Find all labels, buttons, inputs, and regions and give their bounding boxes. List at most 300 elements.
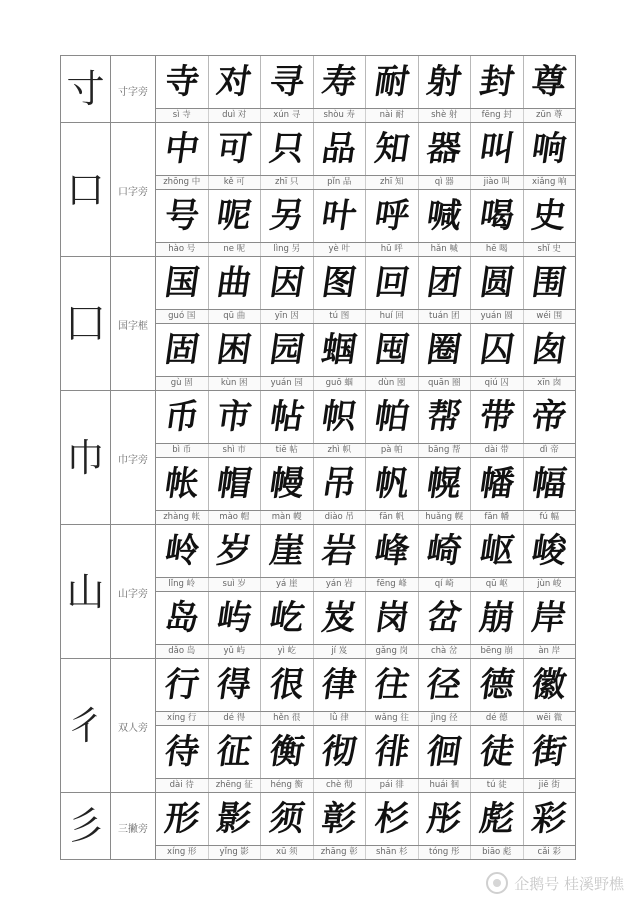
pinyin-label: wǎng 往 [365,712,418,725]
handwritten-character: 射 [424,62,465,102]
handwritten-character: 影 [214,799,255,839]
handwritten-character: 寻 [266,62,307,102]
pinyin-label: fēng 峰 [365,578,418,591]
pinyin-label: yá 崖 [260,578,313,591]
character-box [208,324,261,376]
glyph-cell [156,525,576,578]
pinyin-label: xíng 行 [167,713,197,724]
handwritten-character: 叶 [319,196,360,236]
character-box [418,592,471,644]
handwritten-character: 知 [371,129,412,169]
pinyin-label: pǐn 品 [313,176,366,189]
handwritten-character: 国 [161,263,202,303]
character-box [470,793,523,845]
glyph-cell [156,458,576,511]
radical-name-cell [111,659,156,793]
handwritten-character: 囱 [529,330,570,370]
character-box [208,56,261,108]
glyph-cell [156,659,576,712]
character-box [260,458,313,510]
character-box [260,56,313,108]
radical-glyph: 彡 [66,804,105,848]
radical-name: 口字旁 [118,187,148,198]
pinyin-label: bì 币 [172,445,192,456]
pinyin-cell [156,243,576,257]
pinyin-label: hǎn 喊 [418,243,471,256]
radical-name-cell [111,525,156,659]
character-box [523,56,576,108]
pinyin-label: bēng 崩 [470,645,523,658]
character-box [470,458,523,510]
handwritten-character: 徊 [424,732,465,772]
handwritten-character: 岩 [319,531,360,571]
handwritten-character: 得 [214,665,255,705]
pinyin-label: tú 图 [313,310,366,323]
pinyin-cell [156,645,576,659]
pinyin-cell [156,846,576,860]
character-box [418,123,471,175]
handwritten-character: 杉 [371,799,412,839]
handwritten-character: 帆 [371,464,412,504]
handwritten-character: 崎 [424,531,465,571]
handwritten-character: 图 [319,263,360,303]
handwritten-character: 峻 [529,531,570,571]
character-box [208,190,261,242]
pinyin-label: pà 帕 [365,444,418,457]
character-box [365,56,418,108]
handwritten-character: 屿 [214,598,255,638]
character-box [365,123,418,175]
handwritten-character: 彻 [319,732,360,772]
handwritten-character: 彩 [529,799,570,839]
handwritten-character: 圈 [424,330,465,370]
pinyin-label: nài 耐 [365,109,418,122]
pinyin-label: yǔ 屿 [208,645,261,658]
pinyin-label: jí 岌 [313,645,366,658]
radical-name-cell [111,391,156,525]
handwritten-character: 喊 [424,196,465,236]
character-box [313,726,366,778]
handwritten-character: 喝 [476,196,517,236]
character-box [523,726,576,778]
pinyin-label: fēng 封 [470,109,523,122]
pinyin-label: yuán 圆 [470,310,523,323]
glyph-cell [156,56,576,109]
character-box [260,525,313,577]
character-box [523,525,576,577]
handwritten-character: 封 [476,62,517,102]
pinyin-label: duì 对 [208,109,261,122]
pinyin-label: tiē 帖 [260,444,313,457]
pinyin-label: zhì 帜 [313,444,366,457]
radical-name-cell [111,257,156,391]
pinyin-label: guó 国 [168,311,196,322]
handwritten-character: 尊 [529,62,570,102]
handwritten-character: 园 [266,330,307,370]
character-box [418,257,471,309]
pinyin-label: dùn 囤 [365,377,418,390]
character-box [365,391,418,443]
pinyin-label: yè 叶 [313,243,366,256]
character-box [313,458,366,510]
pinyin-label: huǎng 幌 [418,511,471,524]
character-box [260,257,313,309]
qq-penguin-icon [486,872,508,894]
pinyin-label: fān 帆 [365,511,418,524]
handwritten-character: 响 [529,129,570,169]
character-box [156,793,208,845]
character-box [208,793,261,845]
character-box [208,257,261,309]
radical-cell [61,793,111,860]
handwritten-character: 岖 [476,531,517,571]
pinyin-label: suì 岁 [208,578,261,591]
pinyin-label: chà 岔 [418,645,471,658]
radical-name: 山字旁 [118,589,148,600]
pinyin-label: xīn 囱 [523,377,576,390]
pinyin-label: wēi 微 [523,712,576,725]
pinyin-label: diào 吊 [313,511,366,524]
character-box [470,190,523,242]
character-box [208,458,261,510]
pinyin-label: shǐ 史 [523,243,576,256]
handwritten-character: 币 [161,397,202,437]
pinyin-label: dǎo 岛 [168,646,196,657]
character-box [365,793,418,845]
watermark-text: 企鹅号 桂溪野樵 [514,874,624,893]
character-box [523,324,576,376]
pinyin-label: shì 市 [208,444,261,457]
handwritten-character: 屹 [266,598,307,638]
pinyin-label: hào 号 [168,244,196,255]
character-box [418,458,471,510]
character-box [313,525,366,577]
handwritten-character: 行 [161,665,202,705]
pinyin-label: gù 固 [170,378,193,389]
pinyin-label: tóng 彤 [418,846,471,859]
pinyin-label: cǎi 彩 [523,846,576,859]
character-box [313,793,366,845]
pinyin-label: dé 德 [470,712,523,725]
handwritten-character: 品 [319,129,360,169]
character-box [523,391,576,443]
character-box [523,592,576,644]
pinyin-label: wéi 围 [523,310,576,323]
character-box [208,123,261,175]
handwritten-character: 径 [424,665,465,705]
pinyin-label: guō 蝈 [313,377,366,390]
handwritten-character: 囚 [476,330,517,370]
watermark [486,872,624,894]
handwritten-character: 蝈 [319,330,360,370]
character-box [523,190,576,242]
handwritten-character: 市 [214,397,255,437]
radical-name-cell [111,123,156,257]
handwritten-character: 固 [161,330,202,370]
handwritten-character: 中 [161,129,202,169]
radical-glyph: 口 [66,167,105,212]
character-box [156,458,208,510]
pinyin-cell [156,779,576,793]
pinyin-label: zhōng 中 [163,177,201,188]
pinyin-label: mào 帽 [208,511,261,524]
pinyin-label: shòu 寿 [313,109,366,122]
character-box [523,793,576,845]
handwritten-character: 幌 [424,464,465,504]
pinyin-label: lìng 另 [260,243,313,256]
handwritten-character: 呼 [371,196,412,236]
character-box [523,257,576,309]
pinyin-cell [156,511,576,525]
pinyin-label: qí 崎 [418,578,471,591]
glyph-row [61,659,576,712]
handwritten-character: 岭 [161,531,202,571]
handwritten-character: 帐 [161,464,202,504]
pinyin-label: tuán 团 [418,310,471,323]
handwritten-character: 街 [529,732,570,772]
pinyin-cell [156,712,576,726]
character-box [208,391,261,443]
character-box [156,190,208,242]
character-box [418,56,471,108]
character-box [365,726,418,778]
pinyin-label: dì 帝 [523,444,576,457]
pinyin-label: xún 寻 [260,109,313,122]
character-box [313,190,366,242]
character-box [260,190,313,242]
handwritten-character: 幅 [529,464,570,504]
radical-glyph: 彳 [66,703,105,748]
radical-name: 三撇旁 [118,823,148,835]
character-box [156,659,208,711]
pinyin-label: chè 彻 [313,779,366,792]
radical-name: 巾字旁 [118,455,148,466]
pinyin-cell [156,377,576,391]
pinyin-label: yì 屹 [260,645,313,658]
character-box [365,592,418,644]
character-box [470,525,523,577]
character-box [313,123,366,175]
pinyin-label: qiú 囚 [470,377,523,390]
pinyin-label: xiǎng 响 [523,176,576,189]
pinyin-label: kě 可 [208,176,261,189]
handwritten-character: 征 [214,732,255,772]
handwritten-character: 彤 [424,799,465,839]
pinyin-label: huái 徊 [418,779,471,792]
character-box [313,257,366,309]
pinyin-label: hē 喝 [470,243,523,256]
radical-name: 国字框 [118,321,148,332]
pinyin-cell [156,310,576,324]
pinyin-label: dài 待 [169,780,194,791]
character-box [260,391,313,443]
radical-name-cell [111,56,156,123]
handwritten-character: 须 [266,799,307,839]
glyph-cell [156,190,576,243]
handwritten-character: 曲 [214,263,255,303]
handwritten-character: 对 [214,62,255,102]
character-box [156,123,208,175]
glyph-row [61,123,576,176]
glyph-row [61,56,576,109]
character-box [156,56,208,108]
handwritten-character: 德 [476,665,517,705]
pinyin-label: kùn 困 [208,377,261,390]
character-box [418,391,471,443]
handwritten-character: 只 [266,129,307,169]
handwritten-character: 帝 [529,397,570,437]
handwritten-character: 帮 [424,397,465,437]
character-box [156,726,208,778]
pinyin-label: tú 徒 [470,779,523,792]
pinyin-label: fú 幅 [523,511,576,524]
pinyin-label: zhāng 彰 [313,846,366,859]
character-box [418,793,471,845]
pinyin-label: yuán 园 [260,377,313,390]
handwritten-character: 幔 [266,464,307,504]
pinyin-label: lǜ 律 [313,712,366,725]
pinyin-label: huí 回 [365,310,418,323]
pinyin-label: hěn 很 [260,712,313,725]
radical-glyph: 寸 [66,67,105,111]
handwritten-character: 岔 [424,598,465,638]
handwritten-character: 器 [424,129,465,169]
character-box [470,726,523,778]
handwritten-character: 待 [161,732,202,772]
character-box [208,592,261,644]
handwritten-character: 岗 [371,598,412,638]
radical-glyph: 巾 [66,435,105,480]
pinyin-label: biāo 彪 [470,846,523,859]
handwritten-character: 岸 [529,598,570,638]
pinyin-label: yǐng 影 [208,846,261,859]
character-box [470,56,523,108]
pinyin-label: zhēng 征 [208,779,261,792]
pinyin-cell [156,578,576,592]
handwritten-character: 崩 [476,598,517,638]
pinyin-label: àn 岸 [523,645,576,658]
character-box [156,257,208,309]
character-box [470,324,523,376]
character-box [365,659,418,711]
pinyin-label: yán 岩 [313,578,366,591]
handwritten-character: 徒 [476,732,517,772]
pinyin-label: yīn 因 [260,310,313,323]
pinyin-label: dài 带 [470,444,523,457]
handwritten-character: 幡 [476,464,517,504]
character-box [260,793,313,845]
character-box [418,324,471,376]
character-box [260,659,313,711]
pinyin-label: shè 射 [418,109,471,122]
handwritten-character: 彪 [476,799,517,839]
radical-name: 双人旁 [118,723,148,734]
radical-glyph: 囗 [66,301,105,346]
character-box [156,391,208,443]
radical-name: 寸字旁 [118,86,148,98]
handwritten-character: 回 [371,263,412,303]
character-box [313,324,366,376]
pinyin-label: bāng 帮 [418,444,471,457]
pinyin-label: zhī 知 [365,176,418,189]
radical-cell [61,525,111,659]
character-box [260,324,313,376]
handwritten-character: 帖 [266,397,307,437]
handwritten-character: 形 [161,799,202,839]
pinyin-label: sì 寺 [172,110,191,121]
character-box [156,525,208,577]
handwritten-character: 围 [529,263,570,303]
handwritten-character: 叫 [476,129,517,169]
pinyin-label: jiào 叫 [470,176,523,189]
character-box [523,123,576,175]
handwritten-character: 号 [161,196,202,236]
pinyin-label: qì 器 [418,176,471,189]
glyph-cell [156,793,576,846]
pinyin-label: lǐng 岭 [168,579,196,590]
glyph-row [61,793,576,846]
pinyin-label: fān 幡 [470,511,523,524]
handwritten-character: 吊 [319,464,360,504]
handwritten-character: 可 [214,129,255,169]
pinyin-label: qū 曲 [208,310,261,323]
glyph-cell [156,592,576,645]
character-box [470,659,523,711]
handwritten-character: 帕 [371,397,412,437]
handwritten-character: 耐 [371,62,412,102]
handwritten-character: 彰 [319,799,360,839]
character-box [208,525,261,577]
character-box [208,659,261,711]
pinyin-label: quān 圈 [418,377,471,390]
handwritten-character: 寺 [161,62,202,102]
glyph-cell [156,391,576,444]
character-box [313,592,366,644]
calligraphy-practice-sheet [60,55,576,860]
character-box [365,324,418,376]
pinyin-label: shān 杉 [365,846,418,859]
character-box [470,391,523,443]
pinyin-label: zhī 只 [260,176,313,189]
handwritten-character: 圆 [476,263,517,303]
pinyin-label: jiē 街 [523,779,576,792]
character-box [470,257,523,309]
handwritten-character: 呢 [214,196,255,236]
glyph-cell [156,123,576,176]
radical-cell [61,391,111,525]
glyph-row [61,525,576,578]
pinyin-label: ne 呢 [208,243,261,256]
character-box [313,391,366,443]
character-box [313,56,366,108]
radical-cell [61,659,111,793]
radical-name-cell [111,793,156,860]
handwritten-character: 衡 [266,732,307,772]
handwritten-character: 帜 [319,397,360,437]
handwritten-character: 峰 [371,531,412,571]
pinyin-label: jìng 径 [418,712,471,725]
pinyin-label: gǎng 岗 [365,645,418,658]
glyph-cell [156,324,576,377]
glyph-cell [156,257,576,310]
pinyin-label: héng 衡 [260,779,313,792]
radical-cell [61,56,111,123]
pinyin-cell [156,109,576,123]
character-box [260,726,313,778]
pinyin-label: jùn 峻 [523,578,576,591]
character-box [418,726,471,778]
handwritten-character: 寿 [319,62,360,102]
